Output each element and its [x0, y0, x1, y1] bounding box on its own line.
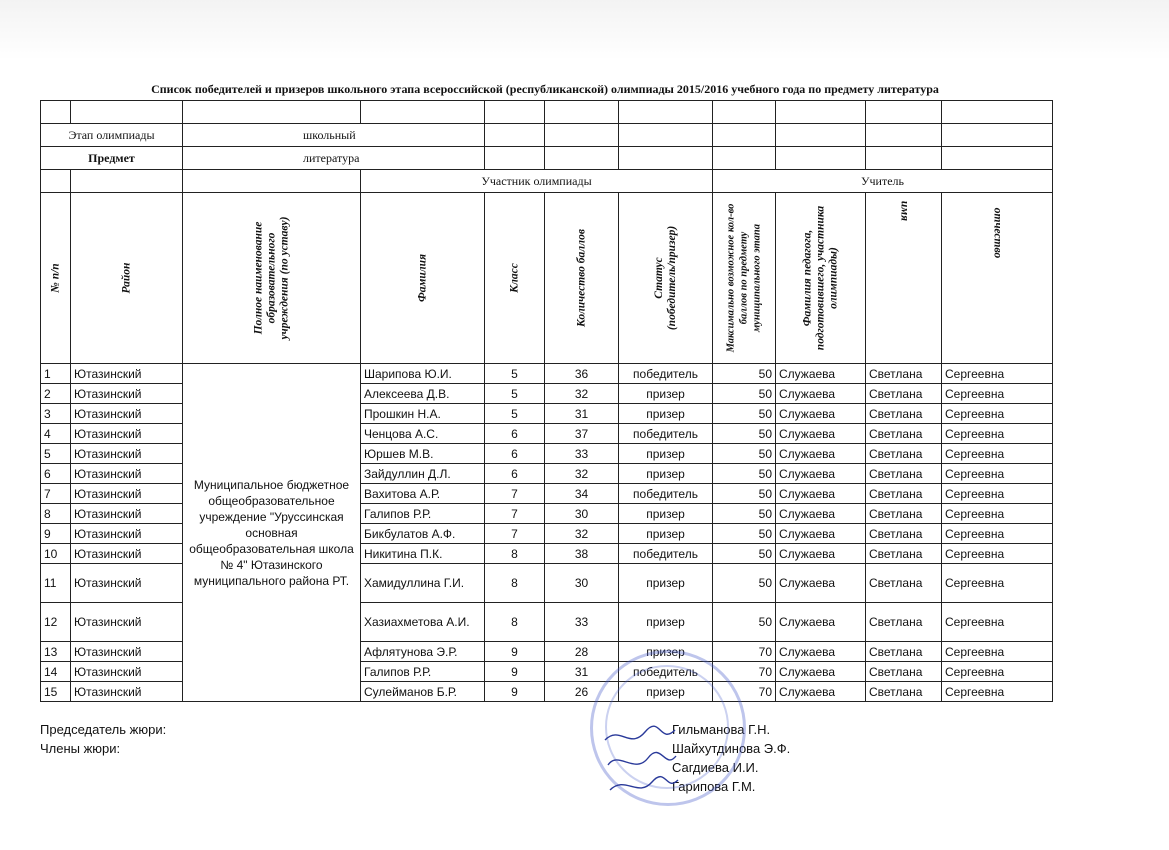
participant-name-cell: Афлятунова Э.Р.: [361, 642, 485, 662]
col-header-teacher-surname: Фамилия педагога, подготовившего, участника олимпиады): [776, 193, 866, 364]
max-score-cell: 50: [713, 564, 776, 603]
district-cell: Ютазинский: [71, 642, 183, 662]
max-score-cell: 50: [713, 364, 776, 384]
teacher-patronymic-cell: Сергеевна: [942, 603, 1053, 642]
score-cell: 37: [545, 424, 619, 444]
status-cell: призер: [619, 504, 713, 524]
teacher-surname-cell: Служаева: [776, 642, 866, 662]
score-cell: 30: [545, 564, 619, 603]
teacher-patronymic-cell: Сергеевна: [942, 642, 1053, 662]
max-score-cell: 70: [713, 682, 776, 702]
score-cell: 32: [545, 384, 619, 404]
jury-members-label: Члены жюри:: [40, 741, 121, 756]
blank-row: [41, 101, 1053, 124]
teacher-surname-cell: Служаева: [776, 564, 866, 603]
handwritten-signatures: [600, 720, 680, 800]
score-cell: 28: [545, 642, 619, 662]
district-cell: Ютазинский: [71, 364, 183, 384]
col-header-teacher-patronymic: отчество: [942, 193, 1053, 364]
teacher-group-header: Учитель: [713, 170, 1053, 193]
col-header-school: Полное наименование образовательного учреждения (по уставу): [183, 193, 361, 364]
teacher-name-cell: Светлана: [866, 444, 942, 464]
grade-cell: 6: [485, 464, 545, 484]
row-number: 12: [41, 603, 71, 642]
col-header-max: Максимально возможное кол-во баллов по предмету муниципального этапа: [713, 193, 776, 364]
participant-name-cell: Хазиахметова А.И.: [361, 603, 485, 642]
teacher-name-cell: Светлана: [866, 404, 942, 424]
jury-name-4: Гарипова Г.М.: [672, 779, 756, 794]
grade-cell: 6: [485, 424, 545, 444]
row-number: 5: [41, 444, 71, 464]
jury-chair-label: Председатель жюри:: [40, 722, 167, 737]
teacher-patronymic-cell: Сергеевна: [942, 444, 1053, 464]
grade-cell: 7: [485, 484, 545, 504]
teacher-patronymic-cell: Сергеевна: [942, 682, 1053, 702]
teacher-name-cell: Светлана: [866, 424, 942, 444]
max-score-cell: 70: [713, 662, 776, 682]
school-name-cell: Муниципальное бюджетное общеобразовательное учреждение "Уруссинская основная общеобразовательная школа № 4" Ютазинского муниципального района РТ.: [183, 364, 361, 702]
score-cell: 33: [545, 444, 619, 464]
grade-cell: 5: [485, 404, 545, 424]
participant-name-cell: Юршев М.В.: [361, 444, 485, 464]
teacher-patronymic-cell: Сергеевна: [942, 662, 1053, 682]
max-score-cell: 50: [713, 384, 776, 404]
teacher-surname-cell: Служаева: [776, 384, 866, 404]
score-cell: 33: [545, 603, 619, 642]
district-cell: Ютазинский: [71, 662, 183, 682]
district-cell: Ютазинский: [71, 682, 183, 702]
teacher-name-cell: Светлана: [866, 364, 942, 384]
teacher-surname-cell: Служаева: [776, 364, 866, 384]
max-score-cell: 50: [713, 444, 776, 464]
group-header-row: [41, 170, 1053, 193]
score-cell: 36: [545, 364, 619, 384]
district-cell: Ютазинский: [71, 464, 183, 484]
score-cell: 38: [545, 544, 619, 564]
score-cell: 32: [545, 524, 619, 544]
row-number: 13: [41, 642, 71, 662]
status-cell: победитель: [619, 424, 713, 444]
teacher-surname-cell: Служаева: [776, 424, 866, 444]
max-score-cell: 50: [713, 464, 776, 484]
district-cell: Ютазинский: [71, 444, 183, 464]
score-cell: 32: [545, 464, 619, 484]
col-header-district: Район: [71, 193, 183, 364]
district-cell: Ютазинский: [71, 384, 183, 404]
column-header-row: [41, 193, 1053, 364]
participant-name-cell: Бикбулатов А.Ф.: [361, 524, 485, 544]
teacher-name-cell: Светлана: [866, 642, 942, 662]
teacher-patronymic-cell: Сергеевна: [942, 364, 1053, 384]
status-cell: призер: [619, 682, 713, 702]
jury-name-1: Гильманова Г.Н.: [672, 722, 771, 737]
district-cell: Ютазинский: [71, 484, 183, 504]
subject-label: Предмет: [41, 147, 183, 170]
score-cell: 26: [545, 682, 619, 702]
table-row: [41, 364, 1053, 384]
status-cell: призер: [619, 642, 713, 662]
col-header-score: Количество баллов: [545, 193, 619, 364]
teacher-surname-cell: Служаева: [776, 484, 866, 504]
row-number: 14: [41, 662, 71, 682]
teacher-name-cell: Светлана: [866, 662, 942, 682]
teacher-surname-cell: Служаева: [776, 544, 866, 564]
teacher-surname-cell: Служаева: [776, 504, 866, 524]
stage-value: школьный: [183, 124, 485, 147]
col-header-teacher-name: имя: [866, 193, 942, 364]
participant-name-cell: Галипов Р.Р.: [361, 504, 485, 524]
grade-cell: 5: [485, 384, 545, 404]
status-cell: призер: [619, 384, 713, 404]
max-score-cell: 50: [713, 504, 776, 524]
row-number: 15: [41, 682, 71, 702]
max-score-cell: 50: [713, 524, 776, 544]
col-header-grade: Класс: [485, 193, 545, 364]
stage-row: [41, 124, 1053, 147]
grade-cell: 9: [485, 642, 545, 662]
status-cell: призер: [619, 603, 713, 642]
status-cell: призер: [619, 404, 713, 424]
grade-cell: 5: [485, 364, 545, 384]
participant-group-header: Участник олимпиады: [361, 170, 713, 193]
status-cell: победитель: [619, 544, 713, 564]
district-cell: Ютазинский: [71, 564, 183, 603]
subject-value: литература: [183, 147, 485, 170]
col-header-surname: Фамилия: [361, 193, 485, 364]
row-number: 2: [41, 384, 71, 404]
score-cell: 31: [545, 404, 619, 424]
teacher-name-cell: Светлана: [866, 504, 942, 524]
district-cell: Ютазинский: [71, 404, 183, 424]
teacher-name-cell: Светлана: [866, 564, 942, 603]
max-score-cell: 50: [713, 603, 776, 642]
jury-name-3: Сагдиева И.И.: [672, 760, 759, 775]
participant-name-cell: Галипов Р.Р.: [361, 662, 485, 682]
teacher-patronymic-cell: Сергеевна: [942, 404, 1053, 424]
teacher-patronymic-cell: Сергеевна: [942, 484, 1053, 504]
row-number: 3: [41, 404, 71, 424]
status-cell: призер: [619, 564, 713, 603]
district-cell: Ютазинский: [71, 544, 183, 564]
teacher-patronymic-cell: Сергеевна: [942, 424, 1053, 444]
teacher-surname-cell: Служаева: [776, 603, 866, 642]
grade-cell: 9: [485, 682, 545, 702]
subject-row: [41, 147, 1053, 170]
row-number: 4: [41, 424, 71, 444]
status-cell: победитель: [619, 662, 713, 682]
district-cell: Ютазинский: [71, 524, 183, 544]
status-cell: призер: [619, 444, 713, 464]
participant-name-cell: Алексеева Д.В.: [361, 384, 485, 404]
max-score-cell: 50: [713, 404, 776, 424]
row-number: 6: [41, 464, 71, 484]
row-number: 7: [41, 484, 71, 504]
teacher-name-cell: Светлана: [866, 484, 942, 504]
grade-cell: 7: [485, 504, 545, 524]
score-cell: 30: [545, 504, 619, 524]
grade-cell: 6: [485, 444, 545, 464]
participant-name-cell: Зайдуллин Д.Л.: [361, 464, 485, 484]
teacher-patronymic-cell: Сергеевна: [942, 544, 1053, 564]
status-cell: победитель: [619, 364, 713, 384]
stage-label: Этап олимпиады: [41, 124, 183, 147]
district-cell: Ютазинский: [71, 504, 183, 524]
teacher-patronymic-cell: Сергеевна: [942, 564, 1053, 603]
row-number: 8: [41, 504, 71, 524]
district-cell: Ютазинский: [71, 424, 183, 444]
max-score-cell: 50: [713, 484, 776, 504]
teacher-name-cell: Светлана: [866, 384, 942, 404]
grade-cell: 8: [485, 544, 545, 564]
teacher-name-cell: Светлана: [866, 524, 942, 544]
district-cell: Ютазинский: [71, 603, 183, 642]
row-number: 10: [41, 544, 71, 564]
participant-name-cell: Никитина П.К.: [361, 544, 485, 564]
document-title: Список победителей и призеров школьного этапа всероссийской (республиканской) олимпиады 2015/2016 учебного года по предмету литература: [151, 82, 939, 96]
grade-cell: 8: [485, 564, 545, 603]
teacher-surname-cell: Служаева: [776, 662, 866, 682]
teacher-patronymic-cell: Сергеевна: [942, 464, 1053, 484]
col-header-status: Статус (победитель/призер): [619, 193, 713, 364]
teacher-name-cell: Светлана: [866, 682, 942, 702]
max-score-cell: 70: [713, 642, 776, 662]
score-cell: 34: [545, 484, 619, 504]
results-table: [40, 100, 1053, 702]
max-score-cell: 50: [713, 544, 776, 564]
participant-name-cell: Сулейманов Б.Р.: [361, 682, 485, 702]
teacher-patronymic-cell: Сергеевна: [942, 384, 1053, 404]
grade-cell: 8: [485, 603, 545, 642]
teacher-name-cell: Светлана: [866, 544, 942, 564]
teacher-surname-cell: Служаева: [776, 524, 866, 544]
teacher-surname-cell: Служаева: [776, 404, 866, 424]
grade-cell: 7: [485, 524, 545, 544]
status-cell: победитель: [619, 484, 713, 504]
grade-cell: 9: [485, 662, 545, 682]
status-cell: призер: [619, 464, 713, 484]
status-cell: призер: [619, 524, 713, 544]
col-header-num: № п/п: [41, 193, 71, 364]
teacher-surname-cell: Служаева: [776, 444, 866, 464]
row-number: 11: [41, 564, 71, 603]
score-cell: 31: [545, 662, 619, 682]
max-score-cell: 50: [713, 424, 776, 444]
scan-edge-shadow: [0, 0, 1169, 60]
participant-name-cell: Ченцова А.С.: [361, 424, 485, 444]
jury-name-2: Шайхутдинова Э.Ф.: [672, 741, 791, 756]
teacher-name-cell: Светлана: [866, 464, 942, 484]
teacher-patronymic-cell: Сергеевна: [942, 504, 1053, 524]
participant-name-cell: Хамидуллина Г.И.: [361, 564, 485, 603]
participant-name-cell: Шарипова Ю.И.: [361, 364, 485, 384]
participant-name-cell: Вахитова А.Р.: [361, 484, 485, 504]
teacher-patronymic-cell: Сергеевна: [942, 524, 1053, 544]
teacher-surname-cell: Служаева: [776, 464, 866, 484]
row-number: 9: [41, 524, 71, 544]
teacher-name-cell: Светлана: [866, 603, 942, 642]
teacher-surname-cell: Служаева: [776, 682, 866, 702]
participant-name-cell: Прошкин Н.А.: [361, 404, 485, 424]
row-number: 1: [41, 364, 71, 384]
